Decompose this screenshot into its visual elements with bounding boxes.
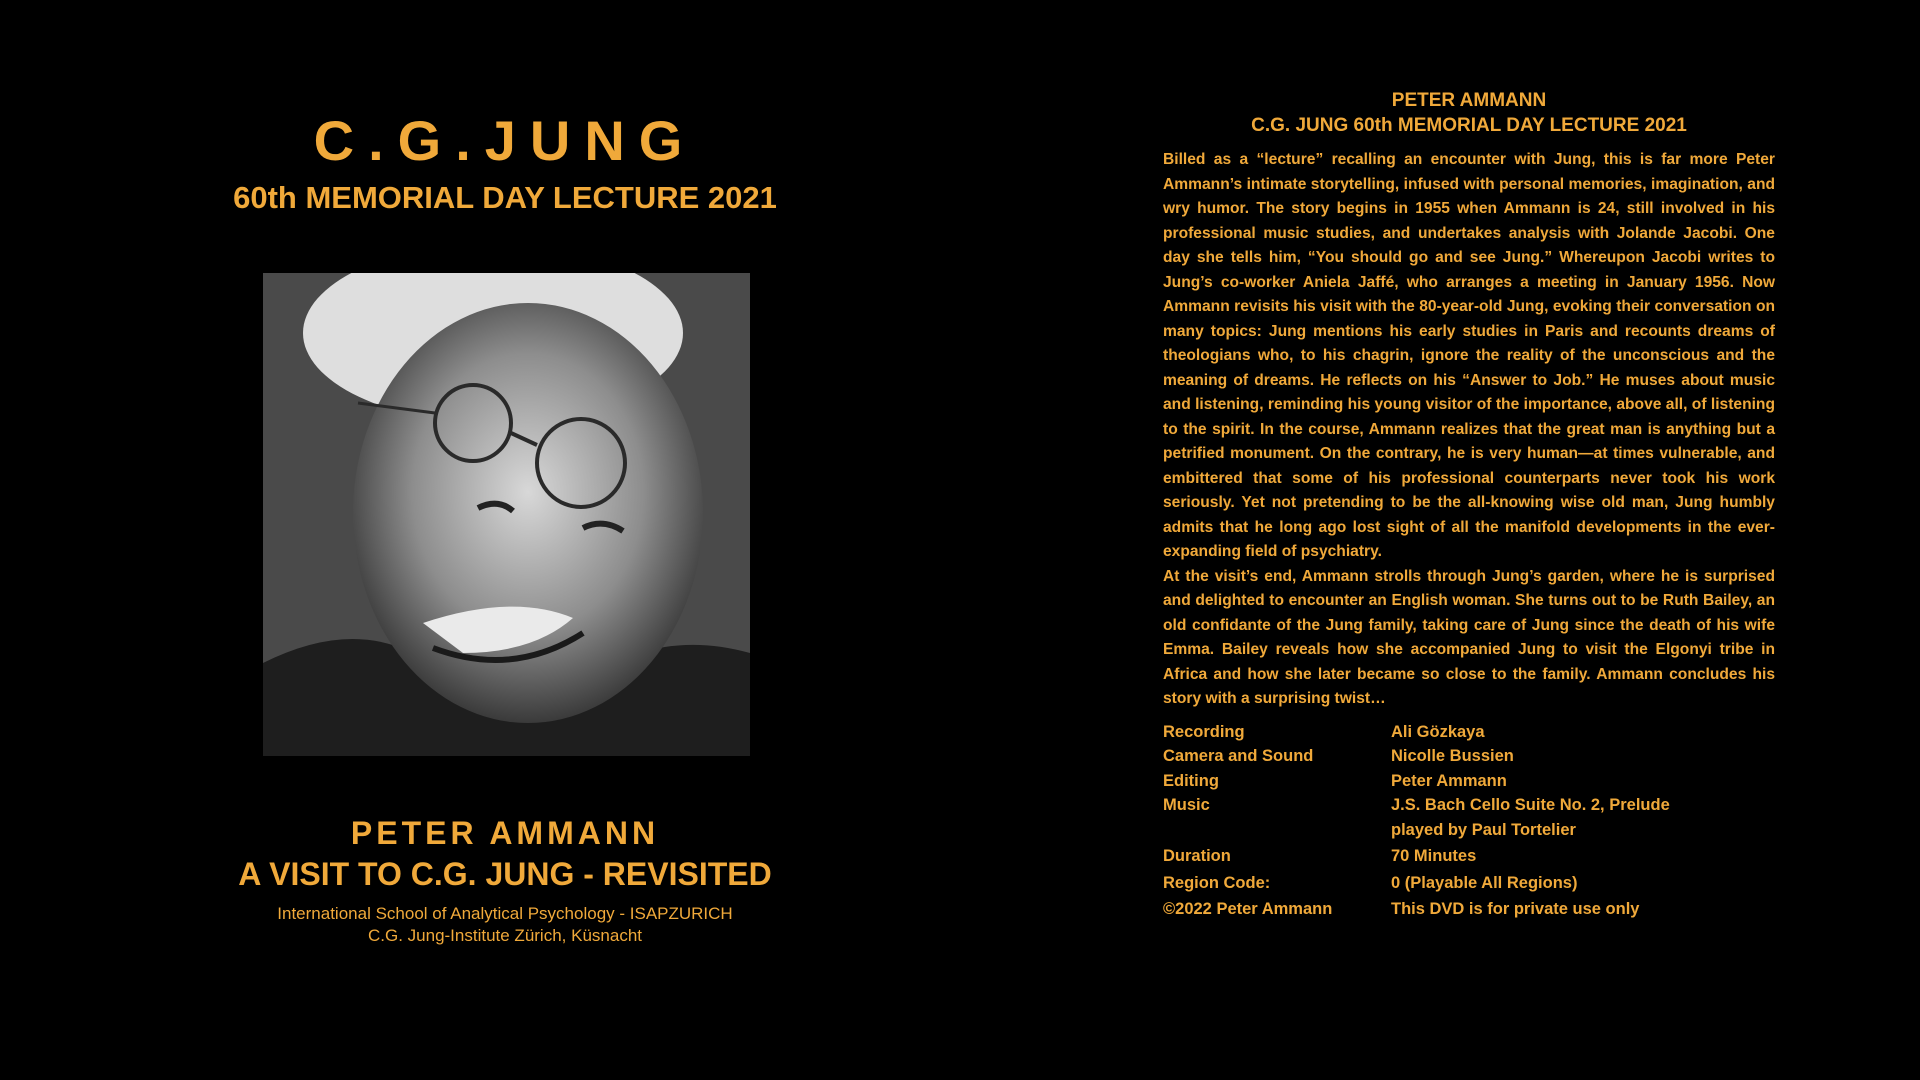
back-heading-title: C.G. JUNG 60th MEMORIAL DAY LECTURE 2021 — [1251, 115, 1687, 136]
credit-row — [1163, 869, 1670, 896]
credit-value: Nicolle Bussien — [1391, 747, 1514, 765]
credit-row-continued — [1163, 818, 1670, 843]
synopsis — [1163, 148, 1775, 712]
credit-label: Region Code: — [1163, 873, 1271, 892]
institute-line-1: International School of Analytical Psychology - ISAPZURICH — [277, 904, 733, 923]
synopsis-paragraph-1: Billed as a “lecture” recalling an encounter with Jung, this is far more Peter Ammann’s intimate storytelling, infused with personal memories, imagination, and wry humor. The story begins in 1955 when Ammann is 24, still involved in his professional music studies, and undertakes analysis with Jolande Jacobi. One day she tells him, “You should go and see Jung.” Whereupon Jacobi writes to Jung’s co-worker Aniela Jaffé, who arranges a meeting in January 1956. Now Ammann revisits his visit with the 80-year-old Jung, evoking their conversation on many topics: Jung mentions his early studies in Paris and recounts dreams of theologians who, to his chagrin, ignore the reality of the unconscious and the meaning of dreams. He reflects on his “Answer to Job.” He muses about music and listening, reminding his young visitor of the importance, above all, of listening to the spirit. In the course, Ammann realizes that the great man is anything but a petrified monument. On the contrary, he is very human—at times vulnerable, and embittered that some of his professional counterparts never took his work seriously. Yet not pretending to be the all-knowing wise old man, Jung humbly admits that he long ago lost sight of all the manifold developments in the ever-expanding field of psychiatry. — [1163, 151, 1775, 560]
cover-back — [1163, 88, 1775, 922]
credit-value: 0 (Playable All Regions) — [1391, 873, 1578, 892]
credit-value-continued: played by Paul Tortelier — [1391, 820, 1576, 839]
credit-row — [1163, 895, 1670, 922]
credit-value: J.S. Bach Cello Suite No. 2, Prelude — [1391, 796, 1670, 814]
back-heading-author: PETER AMMANN — [1391, 90, 1547, 111]
credit-row — [1163, 744, 1670, 769]
credit-label: ©2022 Peter Ammann — [1163, 900, 1333, 918]
cover-subtitle: 60th MEMORIAL DAY LECTURE 2021 — [233, 180, 777, 215]
credits-table — [1163, 720, 1670, 922]
credit-row — [1163, 720, 1670, 745]
cover-title: C.G.JUNG — [313, 109, 697, 172]
credit-row — [1163, 793, 1670, 818]
institute-line-2: C.G. Jung-Institute Zürich, Küsnacht — [367, 926, 642, 945]
credit-label: Music — [1163, 796, 1210, 814]
film-title: A VISIT TO C.G. JUNG - REVISITED — [238, 856, 772, 892]
credit-value: Ali Gözkaya — [1391, 722, 1485, 741]
credit-label: Recording — [1163, 722, 1245, 741]
credit-row — [1163, 769, 1670, 794]
credit-value: Peter Ammann — [1391, 771, 1507, 790]
credit-label: Duration — [1163, 847, 1231, 865]
synopsis-paragraph-2: At the visit’s end, Ammann strolls through Jung’s garden, where he is surprised and delighted to encounter an English woman. She turns out to be Ruth Bailey, an old confidante of the Jung family, taking care of Jung since the death of his wife Emma. Bailey reveals how she accompanied Jung to visit the Elgonyi tribe in Africa and how she later became so close to the family. Ammann concludes his story with a surprising twist… — [1163, 567, 1775, 707]
credit-label-empty — [1163, 818, 1391, 843]
author-name: PETER AMMANN — [350, 815, 660, 851]
institute-credit — [0, 903, 1010, 947]
portrait-photo — [263, 273, 750, 756]
credit-label: Camera and Sound — [1163, 747, 1314, 765]
credit-row — [1163, 842, 1670, 869]
credit-value: This DVD is for private use only — [1391, 900, 1640, 918]
credit-label: Editing — [1163, 771, 1219, 790]
credit-value: 70 Minutes — [1391, 847, 1477, 865]
